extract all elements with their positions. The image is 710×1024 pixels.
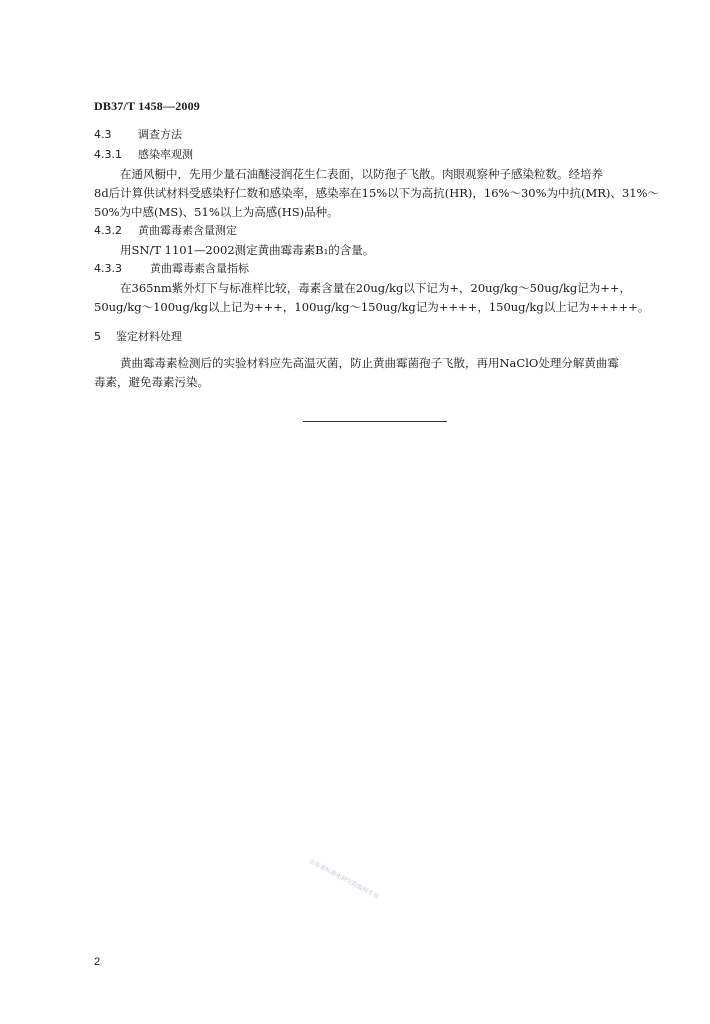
section-5-heading — [94, 330, 182, 344]
paragraph-line: 黄曲霉毒素检测后的实验材料应先高温灭菌，防止黄曲霉菌孢子飞散，再用NaClO处理分解黄曲霉 — [120, 356, 619, 370]
section-title: 鉴定材料处理 — [116, 330, 182, 343]
paragraph-line: 毒素，避免毒素污染。 — [94, 375, 209, 389]
section-number: 4.3 — [94, 128, 112, 141]
paragraph-line: 在365nm紫外灯下与标准样比较，毒素含量在20ug/kg以下记为+，20ug/kg～50ug/kg记为++， — [120, 281, 631, 295]
section-title: 黄曲霉毒素含量指标 — [150, 262, 249, 275]
section-title: 黄曲霉毒素含量测定 — [138, 224, 237, 237]
paragraph-line: 用SN/T 1101—2002测定黄曲霉毒素B₁的含量。 — [120, 243, 375, 257]
section-4-3-2-heading — [94, 224, 237, 238]
section-4-3-3-heading — [94, 262, 249, 276]
section-title: 感染率观测 — [138, 148, 193, 161]
watermark: 山东省标准化研究院版权专有 — [307, 857, 380, 901]
section-title: 调查方法 — [138, 128, 182, 141]
section-number: 4.3.3 — [94, 262, 122, 275]
paragraph-line: 50ug/kg～100ug/kg以上记为+++，100ug/kg～150ug/kg记为++++，150ug/kg以上记为+++++。 — [94, 300, 650, 314]
paragraph-line: 8d后计算供试材料受感染籽仁数和感染率，感染率在15%以下为高抗(HR)，16%～30%为中抗(MR)、31%～ — [94, 186, 659, 200]
section-number: 5 — [94, 330, 101, 343]
paragraph-line: 50%为中感(MS)、51%以上为高感(HS)品种。 — [94, 205, 339, 219]
section-4-3-1-heading — [94, 148, 193, 162]
section-4-3-heading — [94, 128, 182, 142]
paragraph-line: 在通风橱中，先用少量石油醚浸润花生仁表面，以防孢子飞散。肉眼观察种子感染粒数。经培养 — [120, 167, 603, 181]
section-number: 4.3.2 — [94, 224, 122, 237]
page-number: 2 — [94, 956, 101, 968]
standard-code-header: DB37/T 1458—2009 — [94, 99, 200, 113]
end-divider — [303, 421, 447, 422]
section-number: 4.3.1 — [94, 148, 122, 161]
